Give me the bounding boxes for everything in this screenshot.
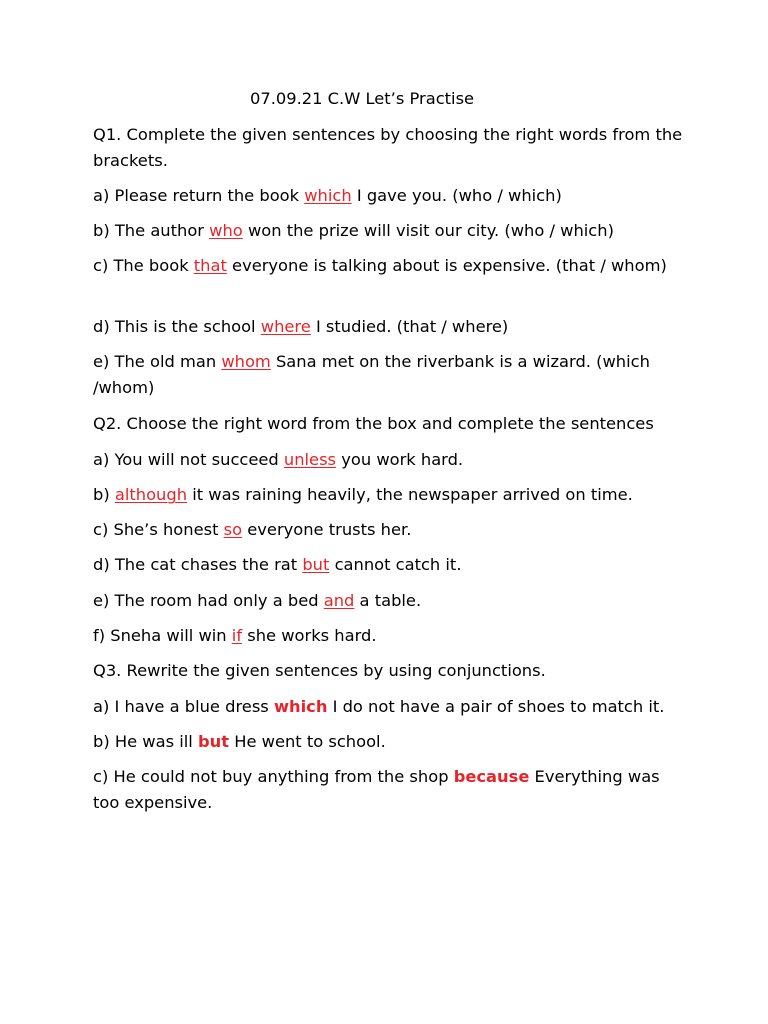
q2-item-a [93,447,463,473]
q1-item-c-answer: that [193,256,227,275]
q1-item-e-before: e) The old man [93,352,222,371]
q2-item-d [93,552,462,578]
q2-item-b-answer: although [114,485,188,504]
q3-item-c [93,764,683,816]
q2-heading: Q2. Choose the right word from the box and complete the sentences [93,414,654,433]
q2-item-b-after: it was raining heavily, the newspaper arrived on time. [187,485,633,504]
q2-item-d-answer: but [302,555,330,574]
q2-item-c [93,517,411,543]
q1-item-a-answer: which [304,186,352,205]
q1-item-d [93,314,508,340]
q2-item-f [93,623,377,649]
q1-item-a-before: a) Please return the book [93,186,305,205]
q2-item-c-before: c) She’s honest [93,520,224,539]
q1-item-b-after: won the prize will visit our city. (who / which) [242,221,614,240]
q3-heading: Q3. Rewrite the given sentences by using conjunctions. [93,661,546,680]
q3-item-b-after: He went to school. [229,732,386,751]
q3-item-a-before: a) I have a blue dress [93,697,274,716]
q1-item-e [93,349,683,401]
q1-item-c-before: c) The book [93,256,194,275]
q3-item-b-before: b) He was ill [93,732,198,751]
q3-item-a-answer: which [273,697,328,716]
q1-item-e-answer: whom [221,352,271,371]
q3-item-c-after: Everything was too expensive. [93,767,660,812]
q1-item-a [93,183,562,209]
q2-item-e-before: e) The room had only a bed [93,591,324,610]
q2-item-d-before: d) The cat chases the rat [93,555,303,574]
q3-item-a-after: I do not have a pair of shoes to match it. [327,697,665,716]
q3-item-c-before: c) He could not buy anything from the shop [93,767,454,786]
q2-item-e-after: a table. [354,591,422,610]
q2-item-f-after: she works hard. [242,626,377,645]
q1-item-c-after: everyone is talking about is expensive. (that / whom) [226,256,667,275]
q2-item-f-answer: if [231,626,243,645]
q2-item-f-before: f) Sneha will win [93,626,232,645]
q3-item-c-answer: because [453,767,530,786]
q1-item-a-after: I gave you. (who / which) [351,186,562,205]
q1-item-b [93,218,614,244]
q2-item-e-answer: and [323,591,355,610]
q1-item-d-after: I studied. (that / where) [310,317,509,336]
q1-item-b-before: b) The author [93,221,210,240]
q1-heading: Q1. Complete the given sentences by choosing the right words from the brackets. [93,125,683,170]
q2-item-b-before: b) [93,485,115,504]
q3-item-b-answer: but [198,732,230,751]
q1-item-d-before: d) This is the school [93,317,261,336]
q1-item-b-answer: who [209,221,243,240]
q2-item-b [93,482,633,508]
q1-item-d-answer: where [260,317,311,336]
q3-item-a [93,694,664,720]
q2-item-a-after: you work hard. [336,450,464,469]
q2-item-e [93,588,421,614]
q2-item-c-after: everyone trusts her. [242,520,412,539]
q2-item-a-answer: unless [283,450,337,469]
q2-item-a-before: a) You will not succeed [93,450,284,469]
q1-item-e-after: Sana met on the riverbank is a wizard. (which /whom) [93,352,650,397]
q2-item-c-answer: so [223,520,243,539]
page-title: 07.09.21 C.W Let’s Practise [250,89,475,108]
q1-item-c [93,253,683,279]
q3-item-b [93,729,386,755]
q2-item-d-after: cannot catch it. [329,555,462,574]
